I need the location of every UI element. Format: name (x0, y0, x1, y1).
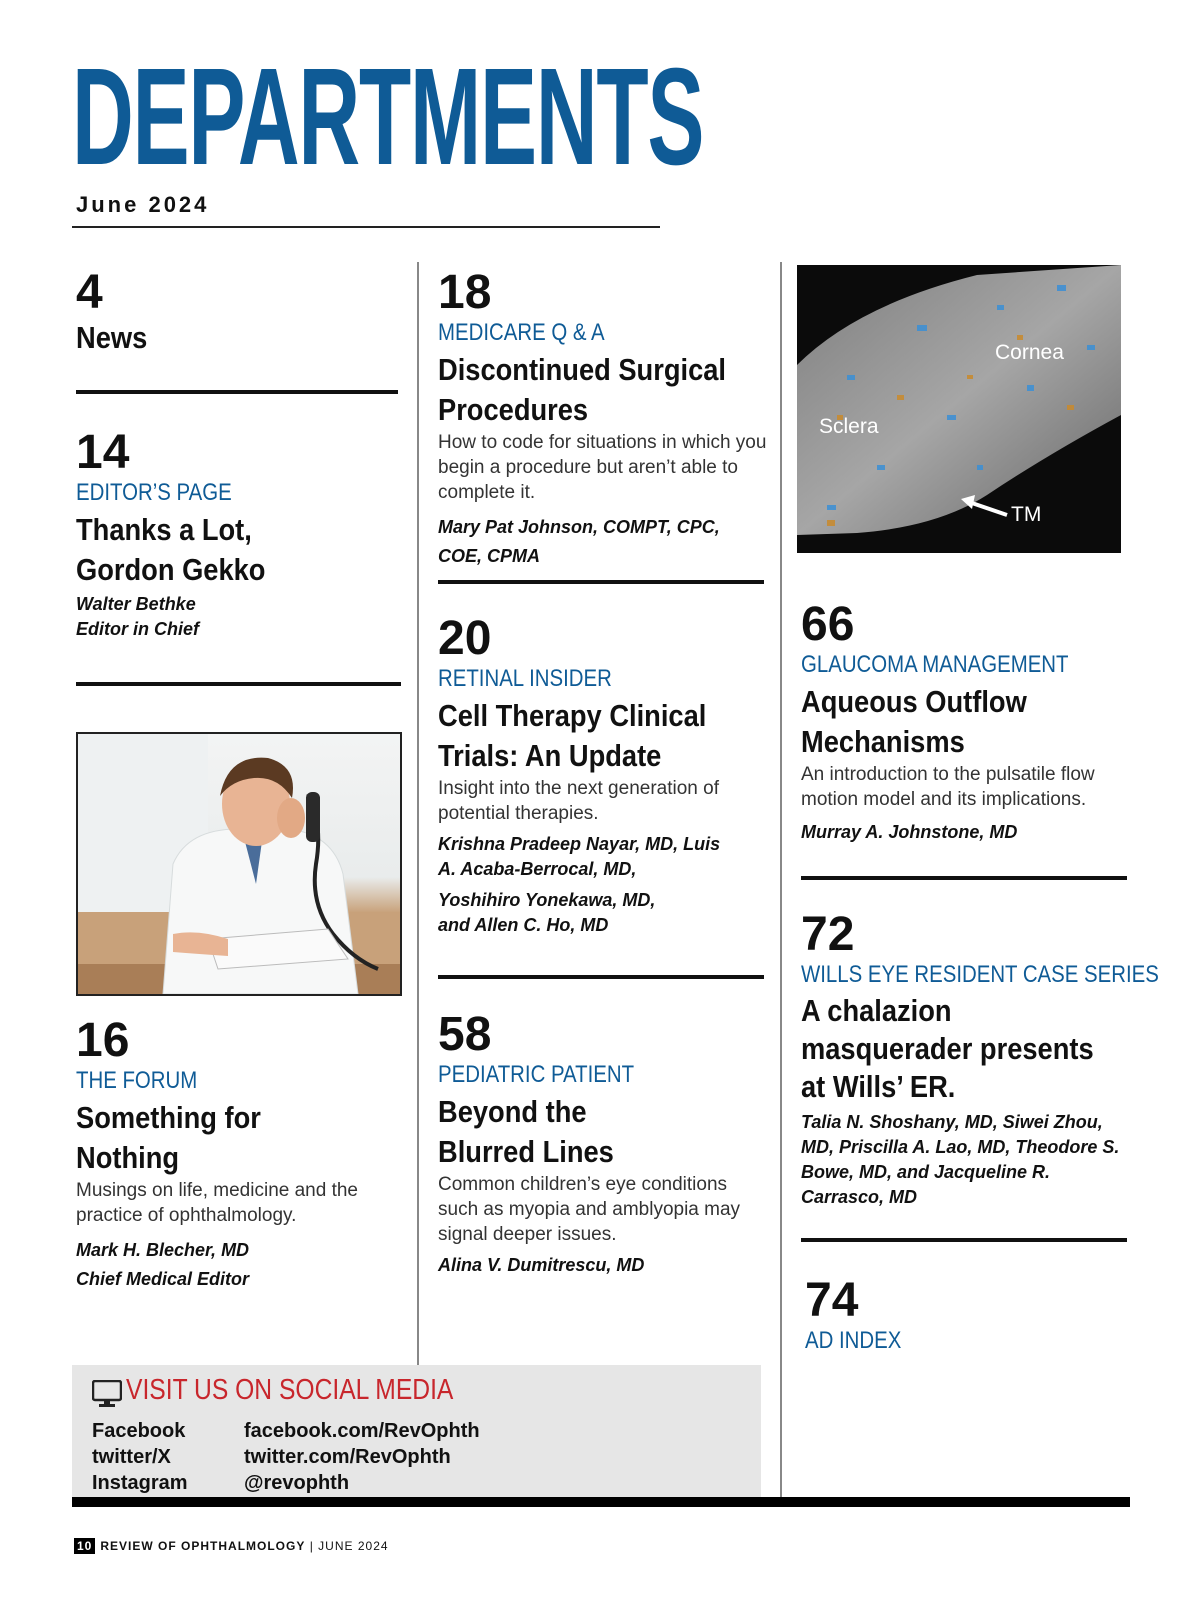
monitor-icon (92, 1380, 122, 1413)
page-number: 4 (76, 266, 103, 319)
publication-name: REVIEW OF OPHTHALMOLOGY (100, 1539, 306, 1553)
entry-ad-index[interactable] (805, 1276, 1135, 1356)
department-label: AD INDEX (805, 1327, 902, 1354)
entry-the-forum[interactable] (76, 1016, 406, 1294)
author-name: Mary Pat Johnson, COMPT, CPC, COE, CPMA (438, 517, 720, 566)
social-handle-link[interactable]: @revophth (244, 1472, 350, 1494)
entry-wills-eye[interactable] (801, 908, 1159, 1210)
author-title: Chief Medical Editor (76, 1269, 250, 1289)
section-divider (801, 1238, 1127, 1242)
social-network-name: Facebook (92, 1420, 186, 1442)
department-label: GLAUCOMA MANAGEMENT (801, 651, 1069, 678)
author-name: Talia N. Shoshany, MD, Siwei Zhou, MD, Priscilla A. Lao, MD, Theodore S. Bowe, MD, and Jacqueline R. Carrasco, MD (801, 1112, 1120, 1207)
entry-heading: A chalazion masquerader presents at Wills’ ER. (801, 993, 1094, 1104)
doctor-illustration (78, 734, 400, 994)
social-network-name: Instagram (92, 1472, 188, 1494)
author-name: Walter Bethke (76, 594, 196, 614)
entry-medicare-qa[interactable] (438, 268, 768, 571)
author-name: Murray A. Johnstone, MD (801, 822, 1018, 842)
section-divider (438, 580, 764, 584)
social-row-facebook[interactable] (92, 1418, 480, 1444)
page-number: 58 (438, 1008, 492, 1061)
entry-description: Common children’s eye conditions such as myopia and amblyopia may signal deeper issues. (438, 1174, 741, 1245)
entry-description: How to code for situations in which you begin a procedure but aren’t able to complete it. (438, 432, 767, 503)
page-number: 18 (438, 266, 492, 319)
entry-news[interactable] (76, 268, 406, 358)
author-name: Yoshihiro Yonekawa, MD, and Allen C. Ho, MD (438, 890, 656, 935)
section-divider (438, 975, 764, 979)
entry-heading: Cell Therapy Clinical Trials: An Update (438, 698, 707, 773)
page-number: 20 (438, 612, 492, 665)
department-label: EDITOR’S PAGE (76, 479, 232, 506)
entry-heading: Beyond the Blurred Lines (438, 1094, 614, 1169)
column-divider-1 (417, 262, 419, 1502)
tm-label: TM (1011, 503, 1042, 526)
bottom-divider (72, 1497, 1130, 1507)
entry-description: An introduction to the pulsatile flow motion model and its implications. (801, 764, 1095, 810)
department-label: THE FORUM (76, 1067, 198, 1094)
department-label: WILLS EYE RESIDENT CASE SERIES (801, 961, 1159, 988)
entry-heading: Discontinued Surgical Procedures (438, 352, 727, 427)
social-links-list (92, 1418, 480, 1496)
entry-description: Insight into the next generation of potential therapies. (438, 778, 719, 824)
entry-heading: Something for Nothing (76, 1100, 261, 1175)
page-title: DEPARTMENTS (72, 40, 704, 194)
department-label: RETINAL INSIDER (438, 665, 612, 692)
section-divider (76, 390, 398, 394)
social-row-instagram[interactable] (92, 1470, 480, 1496)
entry-retinal-insider[interactable] (438, 614, 768, 938)
column-divider-2 (780, 262, 782, 1497)
entry-description: Musings on life, medicine and the practice of ophthalmology. (76, 1180, 358, 1226)
department-label: PEDIATRIC PATIENT (438, 1061, 635, 1088)
author-name: Mark H. Blecher, MD (76, 1240, 250, 1260)
cornea-label: Cornea (995, 341, 1064, 364)
issue-date: June 2024 (76, 192, 210, 217)
social-handle-link[interactable]: twitter.com/RevOphth (244, 1446, 451, 1468)
entry-heading: Thanks a Lot, Gordon Gekko (76, 512, 266, 587)
social-network-name: twitter/X (92, 1446, 171, 1468)
author-title: Editor in Chief (76, 619, 199, 639)
section-divider (801, 876, 1127, 880)
entry-heading: News (76, 320, 148, 355)
sclera-label: Sclera (819, 415, 879, 438)
social-handle-link[interactable]: facebook.com/RevOphth (244, 1420, 480, 1442)
page-number: 16 (76, 1014, 130, 1067)
department-label: MEDICARE Q & A (438, 319, 605, 346)
entry-editors-page[interactable] (76, 428, 406, 642)
author-name: Krishna Pradeep Nayar, MD, Luis A. Acaba-Berrocal, MD, (438, 834, 721, 879)
footer-date: JUNE 2024 (318, 1539, 389, 1553)
page-number: 14 (76, 426, 130, 479)
folio-page-number: 10 (74, 1538, 95, 1554)
section-divider (76, 682, 401, 686)
entry-pediatric-patient[interactable] (438, 1010, 768, 1278)
page-number: 66 (801, 598, 855, 651)
social-media-title: VISIT US ON SOCIAL MEDIA (126, 1374, 454, 1406)
page-footer (74, 1538, 389, 1554)
page-number: 74 (805, 1274, 859, 1327)
author-name: Alina V. Dumitrescu, MD (438, 1255, 645, 1275)
entry-heading: Aqueous Outflow Mechanisms (801, 684, 1027, 759)
title-divider (72, 226, 660, 228)
cornea-sclera-oct-image (797, 265, 1121, 553)
doctor-on-phone-photo (76, 732, 402, 996)
social-row-twitter[interactable] (92, 1444, 480, 1470)
oct-scan-illustration (797, 265, 1121, 553)
page-number: 72 (801, 908, 855, 961)
entry-glaucoma-management[interactable] (801, 600, 1131, 845)
footer-separator: | (309, 1539, 314, 1553)
